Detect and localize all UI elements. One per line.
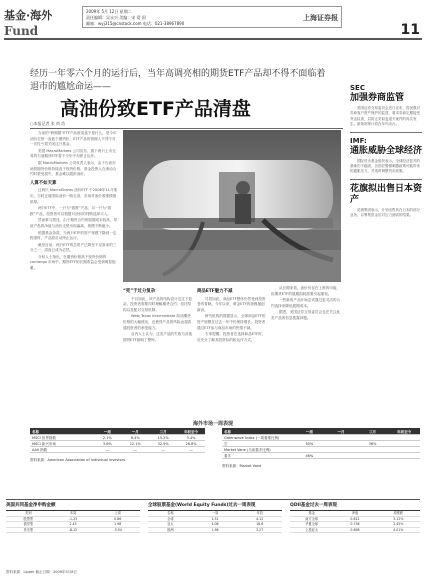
- table-cell: 名称: [167, 511, 174, 515]
- sentiment-table-left: [30, 428, 205, 453]
- table-cell: 债券型: [23, 522, 34, 526]
- headline-rule: [30, 128, 343, 129]
- body-paragraph: 专家提醒，投资者在选择商品ETF时，应充分了解其投资标的和运作方式。: [197, 332, 266, 342]
- table-cell: 3.4%: [186, 436, 196, 440]
- bottom-rule: [6, 499, 420, 500]
- table-cell: 空: [224, 442, 228, 446]
- body-paragraph: 两只ETF中，一只为“看涨”产品，另一只为“看跌”产品，投资者可以根据对油价的判断选择买入。: [30, 206, 112, 216]
- column-header: 三月: [369, 430, 377, 434]
- article-headline: 高油份致ETF产品清盘: [60, 98, 251, 120]
- table-cell: 8.4%: [130, 436, 140, 440]
- sidebar-headline: 通胀威胁全球经济: [350, 145, 423, 156]
- newspaper-brand: 上海证券报: [303, 14, 338, 22]
- bottom-table-title: 全球股票基金(World Equity Funds)过去一周表现: [148, 503, 256, 508]
- table-cell: 2.31: [211, 516, 219, 521]
- body-paragraph: 据悉，美国证券交易委员会也在关注此类产品的信息披露问题。: [271, 310, 341, 320]
- table-cell: 15.2%: [157, 436, 169, 440]
- column-header: 年初至今: [184, 430, 199, 434]
- table-cell: Greenwave Index (一周看涨比例): [224, 436, 280, 440]
- table-cell: [388, 441, 420, 446]
- table-cell: 本周: [69, 511, 77, 515]
- body-paragraph: 根据基金条款，当两只ETF的资产规模下降到一定程度时，产品将自动终止运行。: [30, 230, 117, 241]
- table-row: [30, 447, 205, 453]
- column-header: 年初至今: [397, 430, 412, 434]
- table-cell: 基金: [308, 511, 315, 515]
- date-line: 2009年 5月 12日 星期二: [86, 9, 132, 14]
- lead-paragraph: 美国 MacroMarkets 公司宣布，旗下两只上市交易的石油期货ETF将于今年中旬停止运作。: [30, 148, 116, 159]
- article-column-4: [271, 286, 343, 412]
- subheading: 人算不如天算: [30, 180, 57, 186]
- bottom-table-title: QDII基金过去一周表现: [290, 503, 337, 508]
- sidebar-divider: [350, 132, 422, 133]
- column-header: 名称: [32, 430, 39, 434]
- body-paragraph: 业内人士认为，这类产品的失败为其他期货ETF敲响了警钟。: [123, 332, 193, 342]
- table-cell: 周涨跌: [393, 511, 404, 515]
- article-photo: [123, 130, 341, 282]
- table-cell: 亚太: [167, 522, 174, 526]
- table-cell: Market Vane (当前看多比例): [224, 448, 271, 452]
- table-cell: 50%: [305, 442, 314, 446]
- table-cell: [325, 441, 357, 446]
- sentiment-table-right: [222, 428, 420, 459]
- table-cell: 货币型: [23, 527, 34, 532]
- table-cell: 类别: [25, 511, 32, 515]
- table-cell: 2.45: [69, 522, 77, 526]
- table-row: [290, 528, 420, 534]
- table-cell: 4.08: [211, 522, 219, 526]
- table-cell: 股票型: [23, 516, 34, 521]
- table-cell: 3.6%: [102, 442, 112, 446]
- table-cell: [325, 453, 357, 458]
- table-cell: 0.86: [114, 516, 122, 521]
- article-byline: ○本报记者 张 尚 浩: [30, 121, 66, 126]
- table-cell: 12.1%: [129, 442, 141, 446]
- body-paragraph: 一些新的产品开始尝试通过更灵活的合约选择来降低展期成本。: [271, 298, 341, 308]
- body-paragraph: 分析人士指出，在期货价格高于现货价格的 contango 市场中，期货ETF的长期收益会受到明显拖累。: [30, 254, 116, 271]
- table-cell: 欧洲: [167, 527, 174, 532]
- body-paragraph: 尽管如此，商品ETF整体仍然受到投资者的青睐。今年以来，黄金ETF的规模屡创新高。: [197, 296, 266, 312]
- table-cell: 看多: [224, 454, 231, 458]
- table-cell: 华夏全球: [305, 522, 319, 526]
- sidebar-section-label: SEC: [350, 84, 365, 92]
- body-paragraph: 然而事与愿违，由于期货合约的展期成本较高，导致产品的净值与油价走势出现偏离，规模不断缩小。: [30, 218, 118, 228]
- sidebar-divider: [350, 179, 422, 180]
- article-column-1: [30, 131, 118, 411]
- column-header: 一周: [103, 430, 111, 434]
- table-cell: -8.12: [68, 527, 78, 532]
- table-cell: 4.12: [256, 516, 264, 521]
- table-cell: [388, 453, 420, 458]
- table-cell: 一周: [211, 511, 219, 515]
- tables-title: 海外市场一周表现: [192, 421, 233, 427]
- header-meta: [83, 7, 271, 27]
- table-row: [6, 528, 140, 534]
- oil-tank-photo-illustration: [123, 130, 341, 282]
- table-cell: —: [105, 448, 110, 452]
- sidebar-headline: 加强券商监管: [350, 93, 405, 103]
- table-cell: 46%: [305, 454, 314, 458]
- news-sidebar: [350, 42, 422, 418]
- table-row: [148, 528, 282, 534]
- column-header: 三月: [159, 430, 167, 434]
- lead-paragraph: 当前的“跨期限”ETF产品被清盘不是什么，是今年油价走势一直低于期货价，ETF产品的管理人不得不对一次性亏损关闭这只基金。: [30, 131, 117, 147]
- page-header: [0, 0, 426, 40]
- bottom-table-title: 美国共同基金净申购金额: [6, 503, 56, 508]
- editor-line: 责任编辑：吴永兴 美编：宋 爱 国: [86, 15, 146, 20]
- table-cell: 2.1%: [102, 436, 112, 440]
- article-column-3: [197, 286, 267, 412]
- header-meta-box: [82, 6, 342, 28]
- table-cell: 1.98: [114, 522, 122, 526]
- subheading: “死”于过分复杂: [123, 289, 156, 294]
- body-paragraph: 截至目前，两只ETF的总资产已降至不足原来的三分之一，清盘已成为必然。: [30, 242, 117, 253]
- sidebar-text: 花旗集团表示，计划出售其在日本的部分业务，以筹集资金应对压力测试的结果。: [350, 207, 420, 218]
- table-cell: 2.45%: [393, 522, 404, 526]
- section-title: 基金·海外: [4, 9, 53, 22]
- table-source-note: 资料来源：Market Vane: [222, 464, 262, 468]
- table-source-note: 资料来源：American Association of Individual Investors: [30, 458, 126, 462]
- table-cell: 全球: [167, 516, 174, 521]
- column-header: 一月: [337, 430, 345, 434]
- table-cell: 上周: [114, 511, 121, 515]
- table-cell: MSCI 世界指数: [32, 436, 56, 440]
- table-cell: -1.23: [68, 516, 78, 521]
- sidebar-text: 国际货币基金组织表示，全球经济复苏的基础仍不稳固，各国应警惕刺激政策可能带来的通胀压力，并适时调整货币政策。: [350, 158, 420, 174]
- subheading: 商品ETF魅力不减: [197, 289, 233, 294]
- body-paragraph: 这两只 MacroShares 油价ETF 于2006年11月推出，当时正值国际油价一路走高，市场对油价看涨情绪浓厚。: [30, 188, 118, 204]
- table-cell: 3.27: [256, 527, 264, 532]
- body-paragraph: 从长期来看，油价仍存在上涨的可能，但期货ETF的展期损耗需要引起重视。: [271, 286, 341, 296]
- table-cell: 0.812: [350, 516, 360, 521]
- table-cell: —: [133, 448, 137, 452]
- body-paragraph: West Texas Intermediate 原油期货价格的大幅波动，也使得产品的风险远超普通投资者的承受能力。: [123, 314, 192, 330]
- table-cell: 3.12%: [393, 516, 404, 521]
- table-row: [222, 453, 420, 459]
- table-cell: 年初: [256, 511, 263, 515]
- sidebar-headline: 花旗拟出售日本资产: [350, 183, 423, 205]
- table-cell: 1.96: [211, 527, 219, 532]
- table-cell: 南方全球: [305, 516, 319, 521]
- column-header: 一月: [131, 430, 139, 434]
- table-cell: 32.5%: [157, 442, 169, 446]
- article-kicker: 经历一年零六个月的运行后，当年高调亮相的期货ETF产品却不得不面临着退市的尴尬命运——: [30, 69, 326, 92]
- body-paragraph: 研究机构的数据显示，全球商品ETF的资产规模在过去一年中仍保持增长，投资者通过ETF参与商品市场的热情不减。: [197, 314, 266, 330]
- section-subtitle: Fund: [4, 24, 39, 38]
- table-cell: 上投亚太: [305, 527, 319, 532]
- table-cell: 4.01%: [393, 527, 404, 532]
- qdii-table: [290, 510, 420, 533]
- lead-paragraph: 据 MacroMarkets 公司负责人表示，由于石油市场的期货价格持续高于现货价格，基金投资人在滚动合约时蒙受损失，基金难以跟踪油价。: [30, 160, 117, 177]
- table-cell: 18.6: [256, 522, 264, 526]
- sidebar-section-label: IMF:: [350, 136, 367, 145]
- table-cell: [357, 453, 389, 458]
- column-header: 名称: [224, 430, 231, 434]
- table-cell: 0.698: [350, 527, 360, 532]
- world-equity-table: [148, 510, 282, 533]
- body-paragraph: 不仅如此，该产品的结构设计也过于复杂。投资者需要同时理解期货合约、信托结构以及配对交易机制。: [123, 296, 193, 312]
- page-number: 11: [400, 22, 420, 38]
- table-cell: 36%: [368, 442, 377, 446]
- table-cell: 净值: [351, 511, 359, 515]
- header-rule: [4, 38, 422, 40]
- article-column-2: [123, 286, 193, 412]
- table-cell: —: [189, 448, 193, 452]
- contact-line: 邮箱：wyj315@cnstock.com 电话：021-38967890: [86, 21, 185, 26]
- fund-flow-table: [6, 510, 140, 533]
- sidebar-text: 美国证券交易委员会近日宣布，将加强对券商客户资产保护的监管，要求券商定期接受突击检查，以防止类似麦道夫案件的再次发生。新规则预计将在年内出台。: [350, 106, 420, 127]
- table-cell: 26.8%: [185, 442, 197, 446]
- table-cell: -5.04: [113, 527, 122, 532]
- page-footer: 资料来源：Lipper 截止日期：2009年5月8日: [6, 570, 77, 574]
- table-cell: MSCI 新兴市场: [32, 442, 56, 446]
- column-header: 一周: [305, 430, 313, 434]
- table-cell: —: [161, 448, 165, 452]
- table-cell: AAII 指数: [32, 448, 48, 452]
- table-cell: 0.736: [350, 522, 360, 526]
